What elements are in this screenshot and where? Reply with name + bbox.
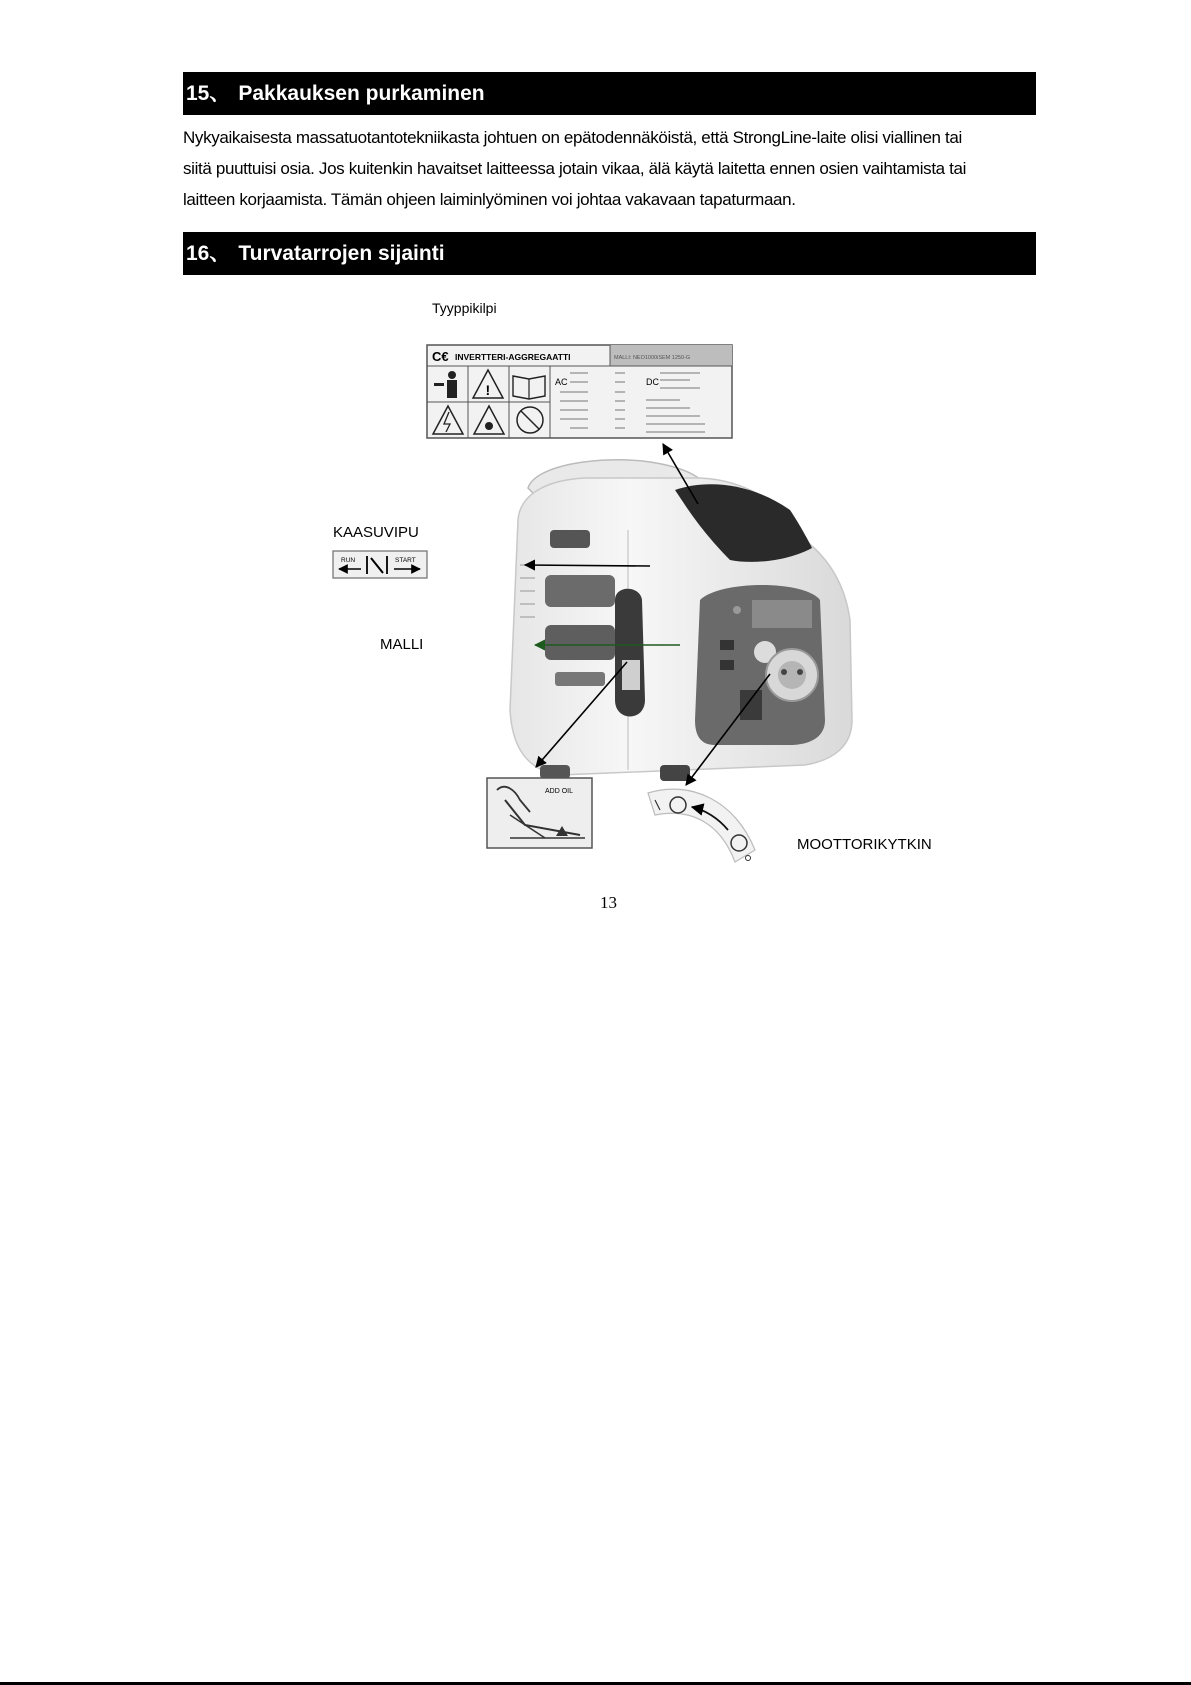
throttle-run-text: RUN xyxy=(341,557,356,564)
paragraph-line: siitä puuttuisi osia. Jos kuitenkin havaitset laitteessa jotain vikaa, älä käytä laitetta ennen osien vaihtamista tai xyxy=(183,159,967,178)
add-oil-text: ADD OIL xyxy=(545,788,574,795)
ce-mark: C€ xyxy=(432,349,449,364)
paragraph-line: laitteen korjaamista. Tämän ohjeen laiminlyöminen voi johtaa vakavaan tapaturmaan. xyxy=(183,190,796,209)
typeplate-title: INVERTTERI-AGGREGAATTI xyxy=(455,352,571,362)
arrow-throttle xyxy=(525,565,650,566)
model-label: MALLI xyxy=(380,636,424,653)
typeplate-ac: AC xyxy=(555,377,568,387)
typeplate-model: MALLI: NEO1000iSEM 1250-G xyxy=(614,355,691,361)
section-number: 15、 xyxy=(186,82,231,105)
generator-illustration xyxy=(510,460,852,781)
typeplate-sticker xyxy=(427,345,732,438)
section-title: Turvatarrojen sijainti xyxy=(238,242,445,265)
engine-switch-label: MOOTTORIKYTKIN xyxy=(797,836,932,853)
engine-switch-sticker xyxy=(648,789,755,862)
add-oil-sticker xyxy=(487,778,592,848)
typeplate-dc: DC xyxy=(646,377,659,387)
section-number: 16、 xyxy=(186,242,231,265)
throttle-start-text: START xyxy=(395,557,416,564)
throttle-label: KAASUVIPU xyxy=(333,524,419,541)
svg-text:!: ! xyxy=(485,382,491,398)
page-number: 13 xyxy=(600,893,617,912)
typeplate-label: Tyyppikilpi xyxy=(432,300,497,316)
section-title: Pakkauksen purkaminen xyxy=(238,82,485,105)
paragraph-line: Nykyaikaisesta massatuotantotekniikasta johtuen on epätodennäköistä, että StrongLine-laite olisi viallinen tai xyxy=(183,128,962,147)
throttle-sticker xyxy=(333,551,427,578)
